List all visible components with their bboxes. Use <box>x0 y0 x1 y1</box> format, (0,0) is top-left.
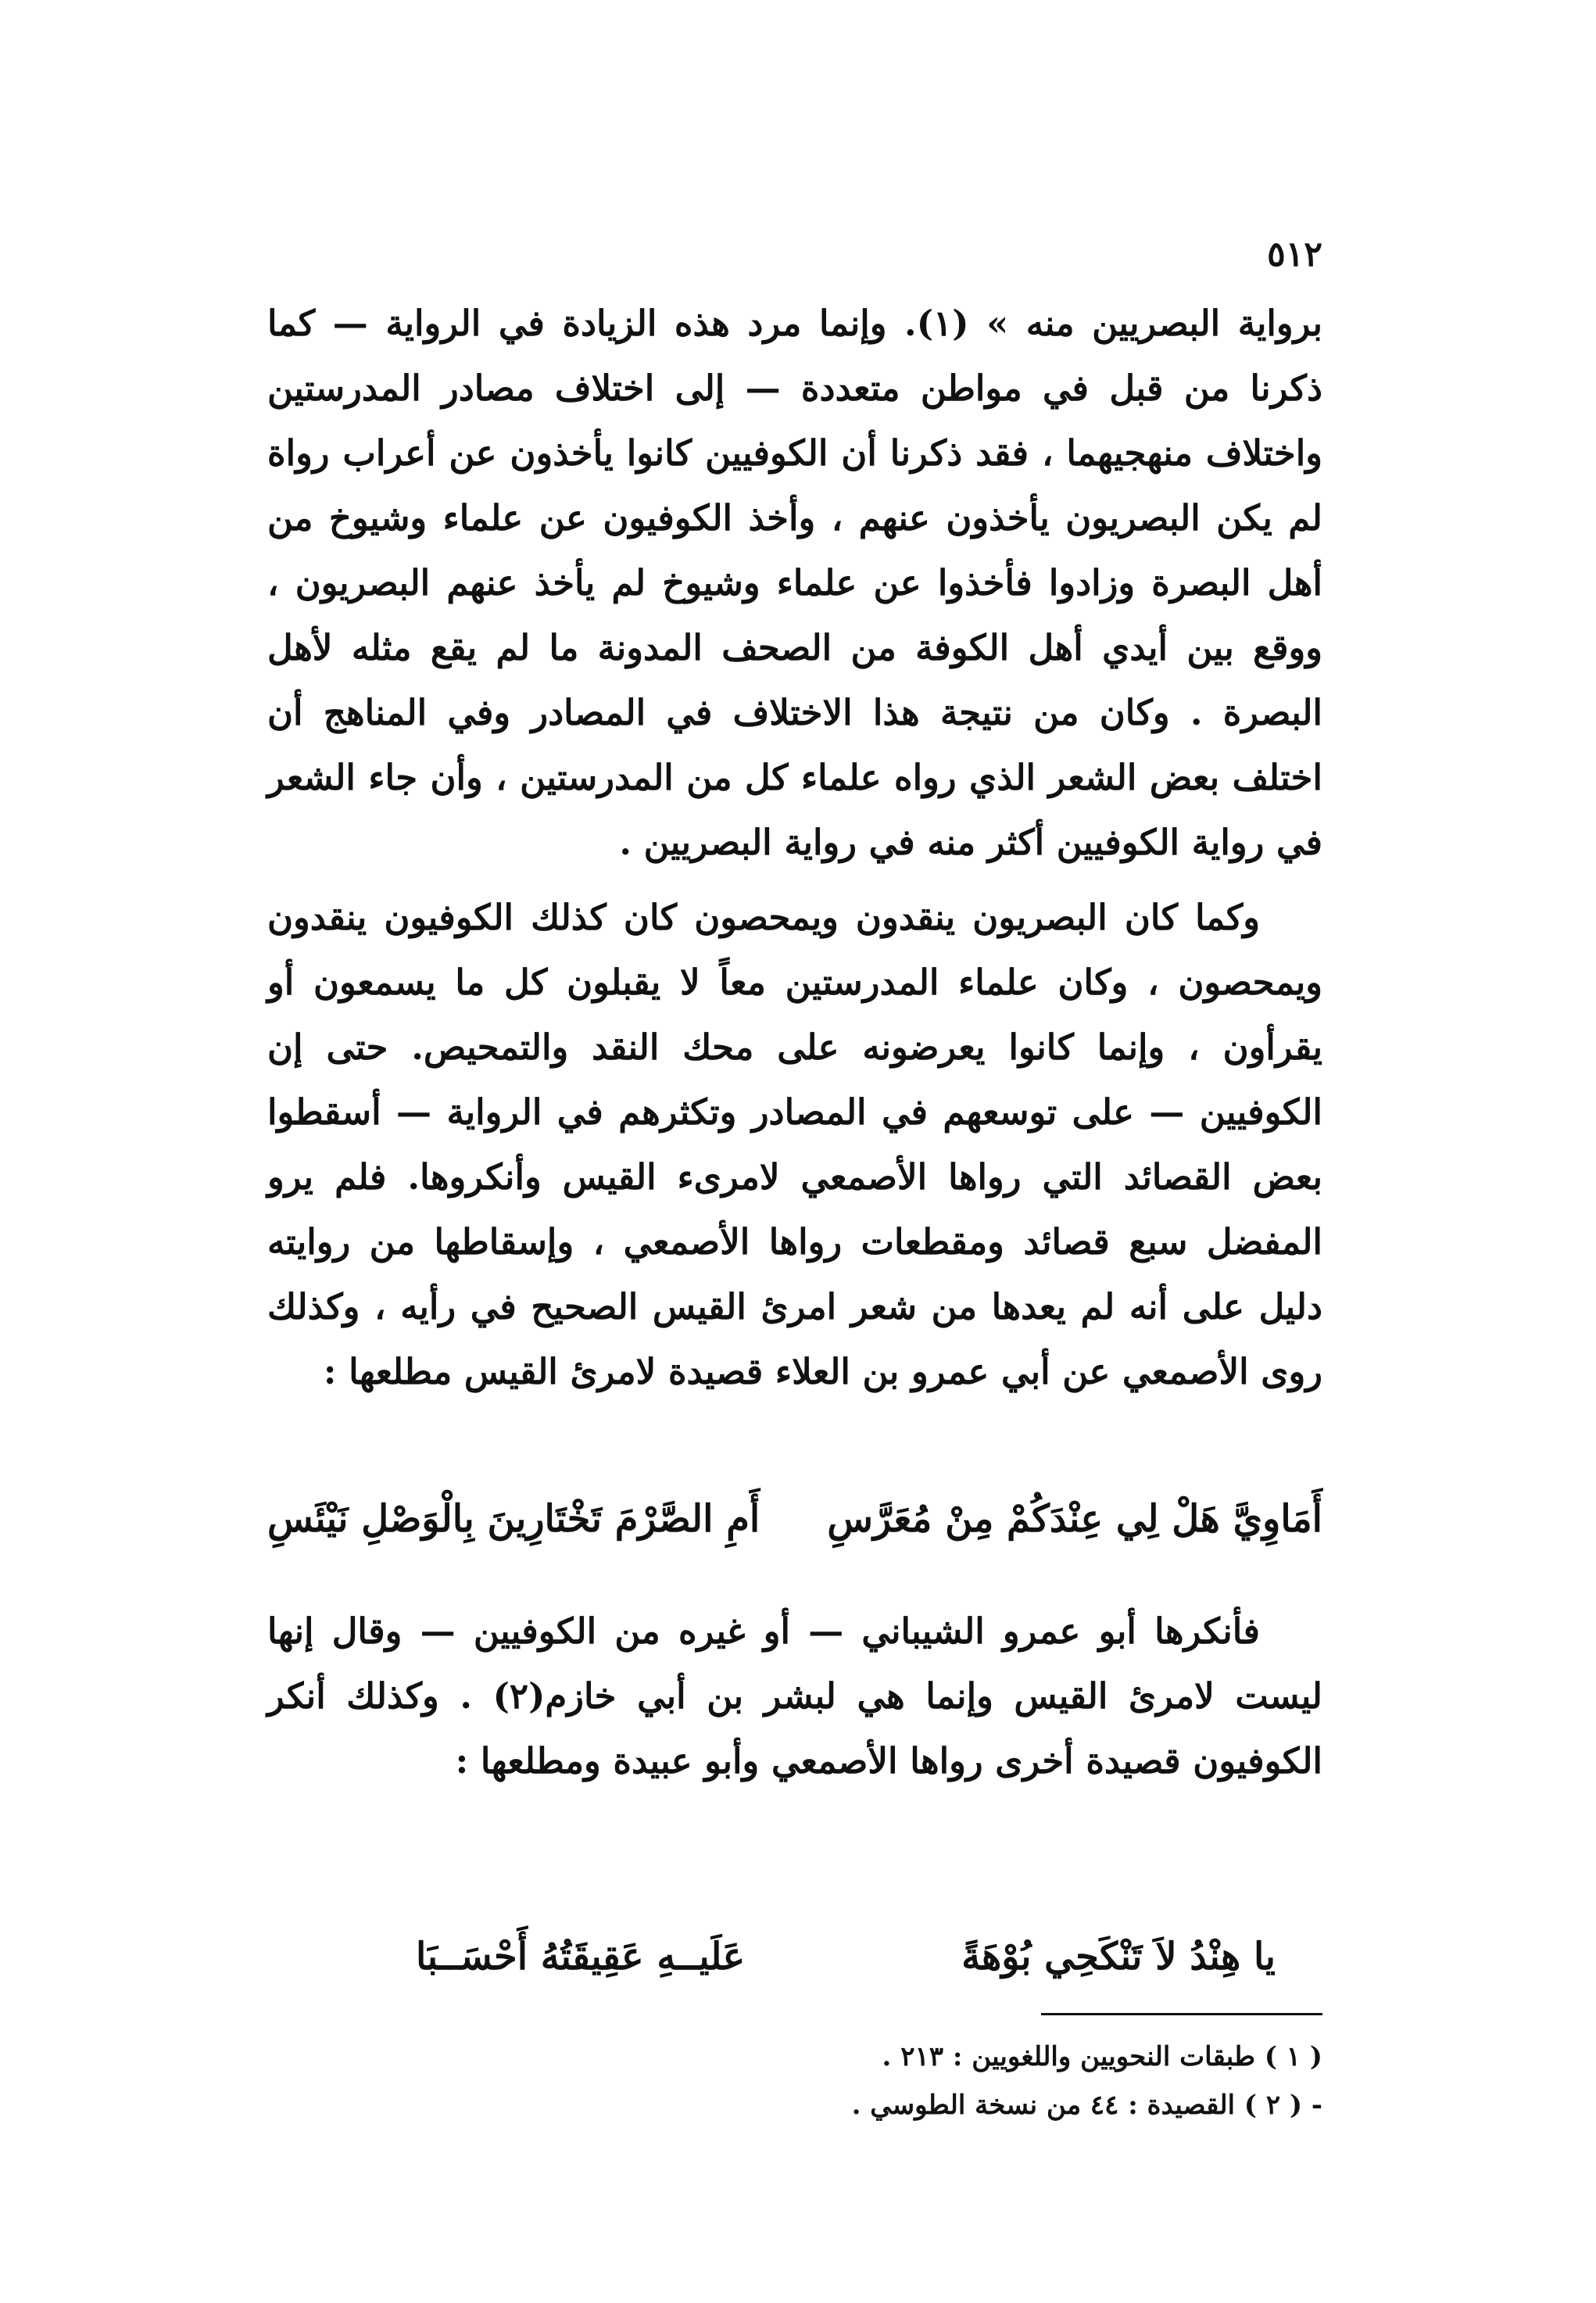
verse-1-hemistich-1: أَمَاوِيَّ هَلْ لِي عِنْدَكُمْ مِنْ مُعَرَّسِ <box>827 1497 1322 1541</box>
footnotes <box>541 2033 1322 2129</box>
verse-1 <box>267 1497 1322 1541</box>
footnote-1: ( ١ ) طبقات النحويين واللغويين : ٢١٣ . <box>882 2041 1322 2072</box>
verse-2-hemistich-1: يا هِنْدُ لاَ تَنْكَحِي بُوْهَةً <box>961 1935 1276 1979</box>
paragraph-2: وكما كان البصريون ينقدون ويمحصون كان كذلك الكوفيون ينقدون ويمحصون ، وكان علماء المدرستين معاً لا يقبلون كل ما يسمعون أو يقرأون ، وإنما كانوا يعرضونه على محك النقد والتمحيص. حتى إن الكوفيين — على توسعهم في المصادر وتكثرهم في الرواية — أسقطوا بعض القصائد التي رواها الأصمعي لامرىء القيس وأنكروها. فلم يرو المفضل سبع قصائد ومقطعات رواها الأصمعي ، وإسقاطها من روايته دليل على أنه لم يعدها من شعر امرئ القيس الصحيح في رأيه ، وكذلك روى الأصمعي عن أبي عمرو بن العلاء قصيدة لامرئ القيس مطلعها : <box>267 897 1322 1392</box>
page-number: ٥١٢ <box>1267 235 1322 274</box>
footnote-divider <box>1041 2013 1322 2015</box>
verse-2-hemistich-2: عَلَيــهِ عَقِيقَتُهُ أَحْسَــبَا <box>416 1935 746 1979</box>
paragraph-3: فأنكرها أبو عمرو الشيباني — أو غيره من الكوفيين — وقال إنها ليست لامرئ القيس وإنما هي لبشر بن أبي خازم(٢) . وكذلك أنكر الكوفيون قصيدة أخرى رواها الأصمعي وأبو عبيدة ومطلعها : <box>267 1610 1323 1782</box>
footnote-2: - ( ٢ ) القصيدة : ٤٤ من نسخة الطوسي . <box>851 2090 1322 2121</box>
paragraph-1: برواية البصريين منه » (١). وإنما مرد هذه الزيادة في الرواية — كما ذكرنا من قبل في مواطن متعددة — إلى اختلاف مصادر المدرستين واختلاف منهجيهما ، فقد ذكرنا أن الكوفيين كانوا يأخذون عن أعراب رواة لم يكن البصريون يأخذون عنهم ، وأخذ الكوفيون عن علماء وشيوخ من أهل البصرة وزادوا فأخذوا عن علماء وشيوخ لم يأخذ عنهم البصريون ، ووقع بين أيدي أهل الكوفة من الصحف المدونة ما لم يقع مثله لأهل البصرة . وكان من نتيجة هذا الاختلاف في المصادر وفي المناهج أن اختلف بعض الشعر الذي رواه علماء كل من المدرستين ، وأن جاء الشعر في رواية الكوفيين أكثر منه في رواية البصريين . <box>267 303 1322 863</box>
verse-2 <box>267 1935 1322 1979</box>
verse-1-hemistich-2: أَمِ الصَّرْمَ تَخْتَارِينَ بِالْوَصْلِ نَيْئَسِ <box>267 1497 760 1541</box>
